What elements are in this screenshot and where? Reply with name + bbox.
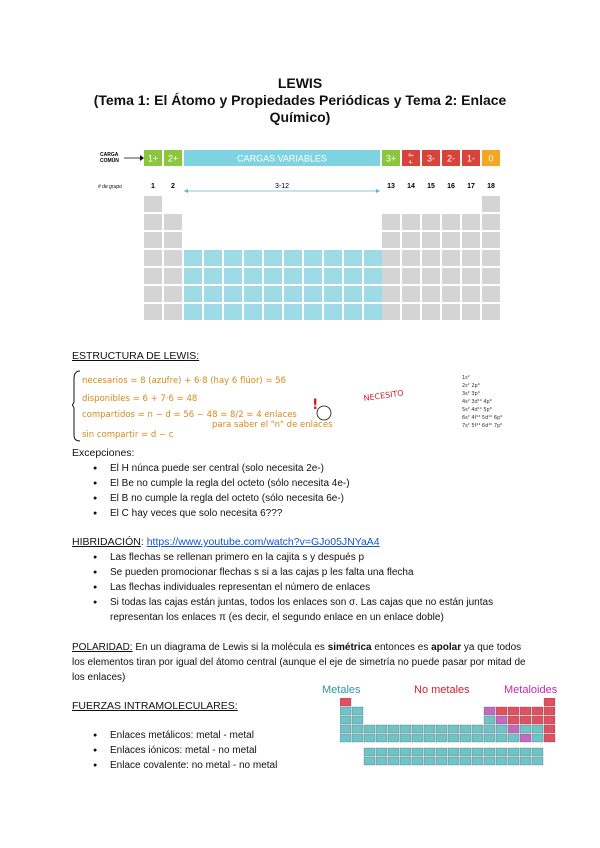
charge-1plus: 1+ xyxy=(147,153,159,164)
element-cell xyxy=(304,304,322,320)
legend-metaloides: Metaloides xyxy=(504,684,558,696)
list-item: ● El Be no cumple la regla del octeto (sólo necesita 4e-) xyxy=(72,476,572,491)
element-cell xyxy=(204,304,222,320)
mini-element-cell xyxy=(448,757,459,765)
range-right-arrow-icon xyxy=(376,189,380,193)
mini-element-cell xyxy=(496,748,507,756)
mini-element-cell xyxy=(412,725,423,733)
element-cell xyxy=(304,286,322,302)
element-cell xyxy=(364,304,382,320)
element-cell xyxy=(364,286,382,302)
mini-element-cell xyxy=(472,748,483,756)
element-cell xyxy=(364,250,382,266)
mini-element-cell xyxy=(520,716,531,724)
element-cell xyxy=(144,286,162,302)
element-cell xyxy=(482,232,500,248)
list-item: ● El B no cumple la regla del octeto (sólo necesita 6e-) xyxy=(72,491,572,506)
mini-element-cell xyxy=(448,725,459,733)
mini-element-cell xyxy=(352,734,363,742)
config-line: 6s² 4f¹⁴ 5d¹⁰ 6p⁶ xyxy=(462,415,503,421)
polaridad-simetrica: simétrica xyxy=(327,642,372,653)
mini-element-cell xyxy=(484,707,495,715)
element-cell xyxy=(442,286,460,302)
page-title xyxy=(0,75,600,126)
cargas-variables-label: CARGAS VARIABLES xyxy=(237,153,327,164)
mini-element-cell xyxy=(400,748,411,756)
mini-element-cell xyxy=(388,734,399,742)
element-cell xyxy=(244,286,262,302)
element-cell xyxy=(244,268,262,284)
element-cell xyxy=(304,250,322,266)
list-item: ● El H núnca puede ser central (solo necesita 2e-) xyxy=(72,461,572,476)
mini-element-cell xyxy=(484,748,495,756)
mini-element-cell xyxy=(388,757,399,765)
hibridacion-heading: HIBRIDACIÓN xyxy=(72,536,141,548)
mini-element-cell xyxy=(376,757,387,765)
element-cell xyxy=(224,304,242,320)
element-cell xyxy=(402,232,420,248)
mini-element-cell xyxy=(388,725,399,733)
mini-element-cell xyxy=(364,734,375,742)
note-necesarios: necesarios = 8 (azufre) + 6·8 (hay 6 flúor) = 56 xyxy=(82,376,287,386)
element-cell xyxy=(382,268,400,284)
element-cell xyxy=(264,304,282,320)
mini-element-cell xyxy=(352,725,363,733)
title-line-3: Químico) xyxy=(269,109,331,125)
mini-element-cell xyxy=(484,734,495,742)
periodic-table-cells xyxy=(144,196,500,320)
element-cell xyxy=(144,304,162,320)
exclamation-icon: ! xyxy=(312,397,319,413)
mini-element-cell xyxy=(520,757,531,765)
youtube-link[interactable]: https://www.youtube.com/watch?v=GJo05JNYaA4 xyxy=(146,536,380,548)
element-cell xyxy=(184,304,202,320)
mini-element-cell xyxy=(508,734,519,742)
element-cell xyxy=(344,286,362,302)
charge-2plus: 2+ xyxy=(167,153,179,164)
polaridad-heading: POLARIDAD: xyxy=(72,642,133,653)
hibridacion-line xyxy=(72,535,380,550)
element-cell xyxy=(422,214,440,230)
fuerzas-list xyxy=(72,728,332,773)
mini-element-cell xyxy=(460,734,471,742)
element-cell xyxy=(462,286,480,302)
electron-config-diagram xyxy=(462,375,502,429)
element-cell xyxy=(442,250,460,266)
mini-element-cell xyxy=(412,757,423,765)
charge-3minus: 3- xyxy=(426,153,436,164)
element-cell xyxy=(244,250,262,266)
element-cell xyxy=(462,268,480,284)
charge-3plus: 3+ xyxy=(385,153,397,164)
mini-element-cell xyxy=(340,716,351,724)
element-cell xyxy=(224,268,242,284)
group-17: 17 xyxy=(467,183,475,190)
metals-table-image xyxy=(340,698,562,768)
element-cell xyxy=(184,268,202,284)
element-cell xyxy=(422,232,440,248)
element-cell xyxy=(402,304,420,320)
element-cell xyxy=(264,286,282,302)
mini-element-cell xyxy=(376,725,387,733)
element-cell xyxy=(382,304,400,320)
legend-metales: Metales xyxy=(322,684,361,696)
note-compartidos: compartidos = n − d = 56 − 48 = 8/2 = 4 enlaces xyxy=(82,410,297,420)
element-cell xyxy=(324,268,342,284)
mini-element-cell xyxy=(496,725,507,733)
element-cell xyxy=(164,250,182,266)
mini-element-cell xyxy=(460,757,471,765)
polaridad-apolar: apolar xyxy=(431,642,462,653)
element-cell xyxy=(144,232,162,248)
hibridacion-colon: : xyxy=(140,536,144,548)
element-cell xyxy=(184,250,202,266)
periodic-table-charges-image xyxy=(98,150,504,332)
mini-element-cell xyxy=(460,748,471,756)
element-cell xyxy=(224,250,242,266)
mini-element-cell xyxy=(544,698,555,706)
brace-icon xyxy=(72,371,80,441)
mini-element-cell xyxy=(376,734,387,742)
element-cell xyxy=(442,232,460,248)
element-cell xyxy=(402,214,420,230)
list-item: ● Enlaces iónicos: metal - no metal xyxy=(72,743,332,758)
mini-element-cell xyxy=(484,757,495,765)
element-cell xyxy=(482,286,500,302)
config-line: 4s² 3d¹⁰ 4p⁶ xyxy=(462,399,492,405)
config-line: 7s² 5f¹⁴ 6d¹⁰ 7p⁶ xyxy=(462,423,503,429)
mini-element-cell xyxy=(532,707,543,715)
mini-element-cell xyxy=(520,707,531,715)
element-cell xyxy=(264,268,282,284)
element-cell xyxy=(402,268,420,284)
mini-element-cell xyxy=(352,707,363,715)
carga-label-2: COMÚN xyxy=(100,158,119,164)
element-cell xyxy=(382,232,400,248)
note-sin-compartir: sin compartir = d − c xyxy=(82,430,174,440)
element-cell xyxy=(422,304,440,320)
mini-element-cell xyxy=(520,725,531,733)
element-cell xyxy=(482,196,500,212)
element-cell xyxy=(344,250,362,266)
mini-element-cell xyxy=(472,725,483,733)
element-cell xyxy=(164,214,182,230)
mini-element-cell xyxy=(544,725,555,733)
range-left-arrow-icon xyxy=(184,189,188,193)
mini-element-cell xyxy=(460,725,471,733)
mini-element-cell xyxy=(508,716,519,724)
config-line: 2s² 2p⁶ xyxy=(462,383,480,389)
charge-0: 0 xyxy=(488,153,494,164)
element-cell xyxy=(144,268,162,284)
element-cell xyxy=(324,250,342,266)
element-cell xyxy=(442,268,460,284)
element-cell xyxy=(422,250,440,266)
element-cell xyxy=(442,214,460,230)
mini-element-cell xyxy=(340,725,351,733)
mini-element-cell xyxy=(520,734,531,742)
charge-1minus: 1- xyxy=(466,153,476,164)
lewis-heading: ESTRUCTURA DE LEWIS: xyxy=(72,350,200,362)
element-cell xyxy=(204,250,222,266)
element-cell xyxy=(324,304,342,320)
element-cell xyxy=(164,304,182,320)
mini-element-cell xyxy=(472,734,483,742)
element-cell xyxy=(462,214,480,230)
mini-element-cell xyxy=(436,757,447,765)
mini-element-cell xyxy=(364,757,375,765)
mini-element-cell xyxy=(424,757,435,765)
note-necesito: NECESITO xyxy=(363,388,405,403)
element-cell xyxy=(284,268,302,284)
group-3-12: 3-12 xyxy=(274,183,290,190)
excepciones-list xyxy=(72,461,572,521)
list-item: ● El C hay veces que solo necesita 6??? xyxy=(72,506,572,521)
mini-element-cell xyxy=(436,734,447,742)
group-15: 15 xyxy=(427,183,435,190)
mini-element-cell xyxy=(484,716,495,724)
element-cell xyxy=(144,250,162,266)
mini-element-cell xyxy=(400,734,411,742)
fuerzas-heading: FUERZAS INTRAMOLECULARES: xyxy=(72,700,238,712)
metals-table-cells xyxy=(340,698,555,765)
mini-element-cell xyxy=(496,707,507,715)
mini-element-cell xyxy=(520,748,531,756)
polaridad-text-a: En un diagrama de Lewis si la molécula es xyxy=(132,642,328,653)
list-item: ● Enlaces metálicos: metal - metal xyxy=(72,728,332,743)
element-cell xyxy=(224,286,242,302)
mini-element-cell xyxy=(448,734,459,742)
mini-element-cell xyxy=(472,757,483,765)
element-cell xyxy=(364,268,382,284)
polaridad-text-c: ya que todos los elementos tiran por igual del átomo central (aunque el eje de simetría no puede pasar por mitad de los enlaces) xyxy=(72,642,526,683)
element-cell xyxy=(264,250,282,266)
element-cell xyxy=(184,286,202,302)
charge-2minus: 2- xyxy=(446,153,456,164)
hibridacion-list xyxy=(72,550,502,625)
element-cell xyxy=(462,304,480,320)
element-cell xyxy=(284,286,302,302)
element-cell xyxy=(204,286,222,302)
mini-element-cell xyxy=(424,725,435,733)
circle-mark-icon xyxy=(317,406,331,420)
mini-element-cell xyxy=(508,757,519,765)
mini-element-cell xyxy=(364,748,375,756)
list-item: ● Las flechas individuales representan el número de enlaces xyxy=(72,580,502,595)
element-cell xyxy=(402,250,420,266)
list-item: ● Si todas las cajas están juntas, todos los enlaces son σ. Las cajas que no están juntas representan los enlaces π (es decir, el segundo enlace en un enlace doble) xyxy=(72,595,502,625)
mini-element-cell xyxy=(400,725,411,733)
lewis-handwritten-notes xyxy=(72,365,532,445)
element-cell xyxy=(382,214,400,230)
mini-element-cell xyxy=(388,748,399,756)
mini-element-cell xyxy=(436,748,447,756)
mini-element-cell xyxy=(544,707,555,715)
mini-element-cell xyxy=(544,734,555,742)
element-cell xyxy=(284,250,302,266)
group-16: 16 xyxy=(447,183,455,190)
mini-element-cell xyxy=(508,707,519,715)
element-cell xyxy=(442,304,460,320)
element-cell xyxy=(304,268,322,284)
charge-4minus: 4- xyxy=(408,160,414,166)
group-2: 2 xyxy=(171,183,175,190)
mini-element-cell xyxy=(424,734,435,742)
element-cell xyxy=(382,250,400,266)
arrow-head-icon xyxy=(140,155,144,161)
mini-element-cell xyxy=(352,716,363,724)
element-cell xyxy=(164,286,182,302)
mini-element-cell xyxy=(376,748,387,756)
list-item: ● Las flechas se rellenan primero en la cajita s y después p xyxy=(72,550,502,565)
element-cell xyxy=(462,232,480,248)
element-cell xyxy=(324,286,342,302)
mini-element-cell xyxy=(436,725,447,733)
mini-element-cell xyxy=(340,734,351,742)
mini-element-cell xyxy=(532,757,543,765)
mini-element-cell xyxy=(532,725,543,733)
mini-element-cell xyxy=(340,707,351,715)
element-cell xyxy=(204,268,222,284)
carga-label-1: CARGA xyxy=(100,152,119,158)
config-line: 1s² xyxy=(462,375,470,381)
element-cell xyxy=(462,250,480,266)
list-item: ● Enlace covalente: no metal - no metal xyxy=(72,758,332,773)
group-1: 1 xyxy=(151,183,155,190)
element-cell xyxy=(344,304,362,320)
mini-element-cell xyxy=(364,725,375,733)
mini-element-cell xyxy=(496,734,507,742)
element-cell xyxy=(144,196,162,212)
element-cell xyxy=(422,268,440,284)
mini-element-cell xyxy=(340,698,351,706)
note-para-saber: para saber el "n" de enlaces xyxy=(212,420,333,430)
grupo-label: # de grupo xyxy=(98,184,122,190)
mini-element-cell xyxy=(412,734,423,742)
mini-element-cell xyxy=(400,757,411,765)
polaridad-paragraph xyxy=(72,640,534,685)
element-cell xyxy=(144,214,162,230)
polaridad-text-b: entonces es xyxy=(371,642,432,653)
mini-element-cell xyxy=(484,725,495,733)
element-cell xyxy=(482,268,500,284)
element-cell xyxy=(164,232,182,248)
mini-element-cell xyxy=(532,734,543,742)
element-cell xyxy=(284,304,302,320)
mini-element-cell xyxy=(496,716,507,724)
element-cell xyxy=(402,286,420,302)
group-18: 18 xyxy=(487,183,495,190)
config-line: 3s² 3p⁶ xyxy=(462,391,480,397)
element-cell xyxy=(244,304,262,320)
mini-element-cell xyxy=(544,716,555,724)
element-cell xyxy=(482,214,500,230)
mini-element-cell xyxy=(508,748,519,756)
element-cell xyxy=(482,250,500,266)
config-line: 5s² 4d¹⁰ 5p⁶ xyxy=(462,407,492,413)
list-item: ● Se pueden promocionar flechas s si a las cajas p les falta una flecha xyxy=(72,565,502,580)
excepciones-heading: Excepciones: xyxy=(72,447,135,459)
element-cell xyxy=(382,286,400,302)
mini-element-cell xyxy=(532,748,543,756)
mini-element-cell xyxy=(424,748,435,756)
mini-element-cell xyxy=(412,748,423,756)
element-cell xyxy=(164,268,182,284)
mini-element-cell xyxy=(508,725,519,733)
group-13: 13 xyxy=(387,183,395,190)
element-cell xyxy=(482,304,500,320)
mini-element-cell xyxy=(496,757,507,765)
group-14: 14 xyxy=(407,183,415,190)
note-disponibles: disponibles = 6 + 7·6 = 48 xyxy=(82,394,198,404)
charge-4plus: 4+ xyxy=(408,153,414,159)
legend-no-metales: No metales xyxy=(414,684,470,696)
element-cell xyxy=(422,286,440,302)
mini-element-cell xyxy=(532,716,543,724)
element-cell xyxy=(344,268,362,284)
title-line-1: LEWIS xyxy=(277,75,323,91)
mini-element-cell xyxy=(448,748,459,756)
title-line-2: (Tema 1: El Átomo y Propiedades Periódicas y Tema 2: Enlace xyxy=(93,92,507,108)
